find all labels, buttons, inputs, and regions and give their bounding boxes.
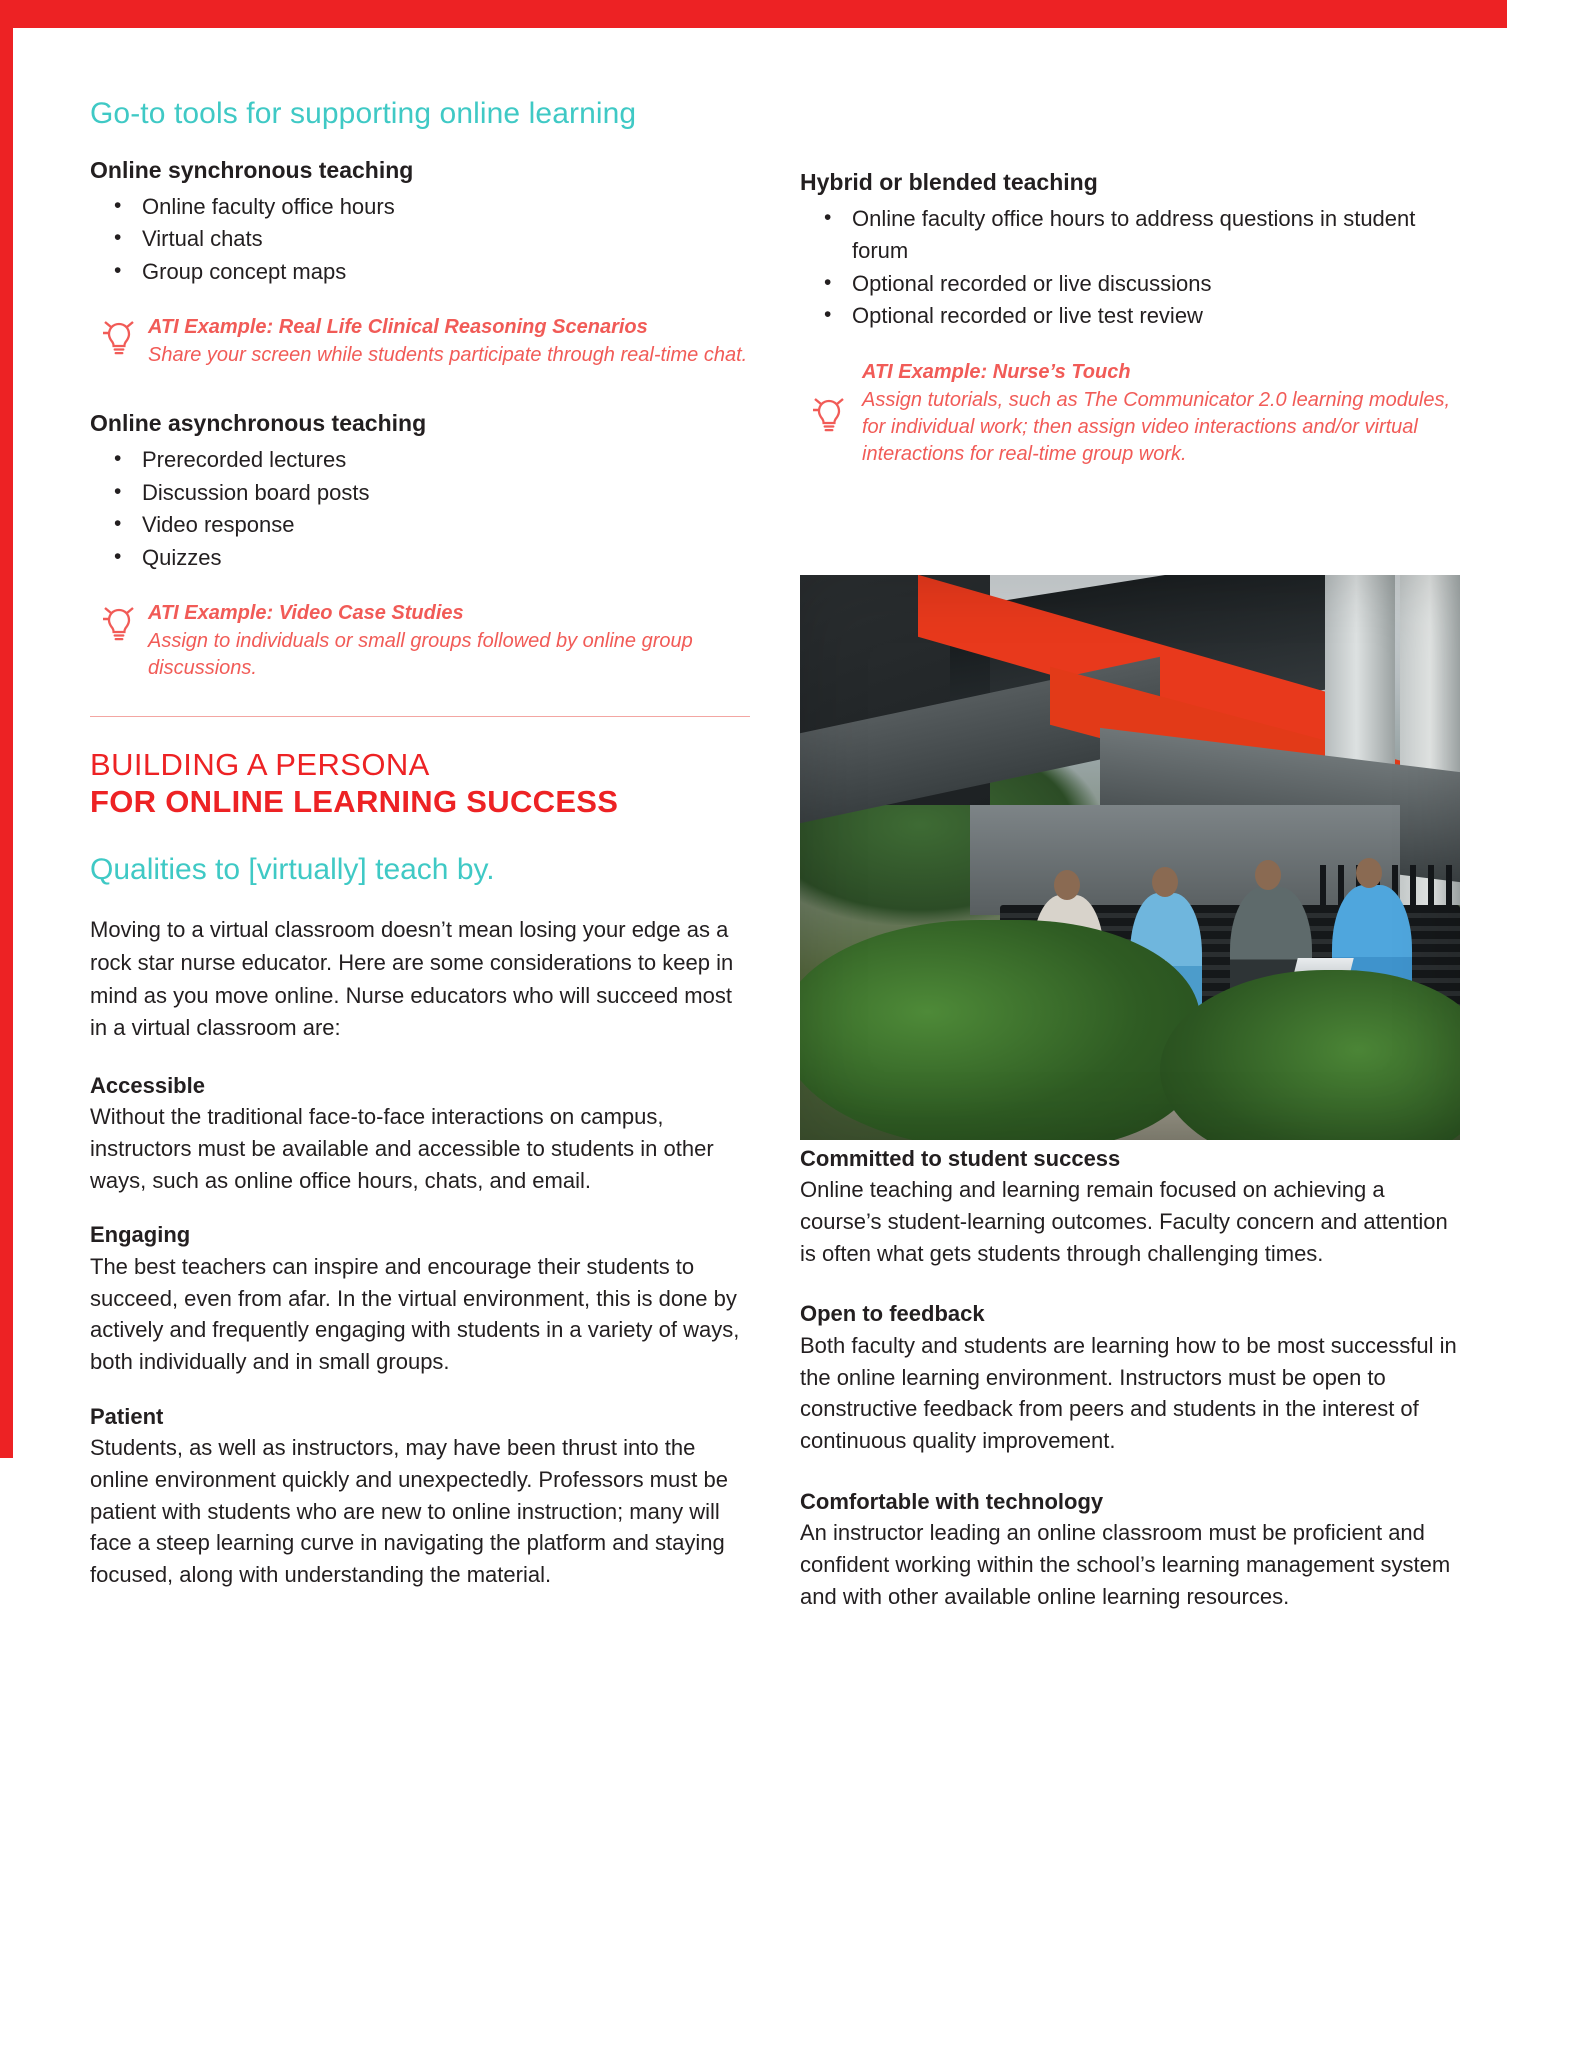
qualities-subheading: Qualities to [virtually] teach by. — [90, 853, 495, 887]
trait-heading: Engaging — [90, 1222, 191, 1248]
ati-example-title: ATI Example: Video Case Studies — [148, 602, 464, 625]
left-edge-accent — [0, 28, 13, 1458]
bullet-list — [90, 191, 750, 289]
list-item: • Quizzes — [142, 542, 750, 575]
trait-committed-to-student-success — [800, 1144, 1460, 1270]
list-item: • Online faculty office hours to address questions in student forum — [852, 203, 1460, 268]
trait-body: Without the traditional face-to-face interactions on campus, instructors must be available and accessible to students in other ways, such as online office hours, chats, and email. — [90, 1104, 714, 1193]
lightbulb-icon — [812, 393, 846, 435]
right-page-margin — [1513, 0, 1573, 2068]
ati-example-body: Share your screen while students participate through real-time chat. — [148, 344, 748, 367]
trait-body: An instructor leading an online classroom must be proficient and confident working within the school’s learning management system and with other available online learning resources. — [800, 1520, 1451, 1609]
trait-comfortable-with-technology — [800, 1487, 1460, 1613]
bullet-list — [800, 203, 1460, 333]
list-item: • Discussion board posts — [142, 477, 750, 510]
trait-body: Online teaching and learning remain focused on achieving a course’s student-learning outcomes. Faculty concern and attention is often what gets students through challenging times. — [800, 1177, 1448, 1266]
trait-accessible — [90, 1071, 750, 1197]
persona-heading-line-2: FOR ONLINE LEARNING SUCCESS — [90, 783, 619, 819]
trait-heading: Patient — [90, 1403, 164, 1429]
top-brand-bar — [0, 0, 1507, 28]
ati-example-callout — [90, 600, 750, 682]
section-online-asynchronous-teaching — [90, 409, 750, 682]
section-heading: Online synchronous teaching — [90, 157, 414, 183]
ati-example-callout — [800, 359, 1460, 468]
section-hybrid-blended-teaching — [800, 168, 1460, 468]
trait-body: The best teachers can inspire and encourage their students to succeed, even from afar. In the virtual environment, this is done by actively and frequently engaging with students in a variety of ways, both individually and in small groups. — [90, 1254, 740, 1375]
section-heading: Online asynchronous teaching — [90, 410, 427, 437]
page-title: Go-to tools for supporting online learning — [90, 97, 637, 130]
trait-heading: Comfortable with technology — [800, 1488, 1104, 1514]
photo-vignette — [800, 575, 1460, 1140]
list-item: • Group concept maps — [142, 256, 750, 289]
left-column — [90, 96, 750, 1615]
trait-patient — [90, 1402, 750, 1591]
persona-section — [90, 747, 750, 1590]
persona-intro-paragraph: Moving to a virtual classroom doesn’t mean losing your edge as a rock star nurse educator. Here are some considerations to keep in mind as you move online. Nurse educators who will succeed most in a virtual classroom are: — [90, 917, 734, 1041]
trait-body: Both faculty and students are learning how to be most successful in the online learning environment. Instructors must be open to constructive feedback from peers and students in the interest of continuous quality improvement. — [800, 1333, 1457, 1454]
ati-example-title: ATI Example: Real Life Clinical Reasoning Scenarios — [148, 316, 648, 339]
section-heading: Hybrid or blended teaching — [800, 169, 1098, 195]
list-item: • Optional recorded or live discussions — [852, 268, 1460, 301]
list-item: • Video response — [142, 509, 750, 542]
list-item: • Optional recorded or live test review — [852, 300, 1460, 333]
persona-heading-line-1: BUILDING A PERSONA — [90, 747, 430, 783]
students-photo — [800, 575, 1460, 1140]
trait-heading: Accessible — [90, 1072, 205, 1098]
section-online-synchronous-teaching — [90, 156, 750, 369]
list-item: • Virtual chats — [142, 223, 750, 256]
ati-example-body: Assign tutorials, such as The Communicator 2.0 learning modules, for individual work; then assign video interactions and/or virtual interactions for real-time group work. — [862, 388, 1451, 465]
bottom-page-margin — [0, 2010, 1573, 2068]
list-item: • Online faculty office hours — [142, 191, 750, 224]
list-item: • Prerecorded lectures — [142, 444, 750, 477]
trait-heading: Open to feedback — [800, 1301, 985, 1327]
trait-heading: Committed to student success — [800, 1145, 1121, 1171]
ati-example-title: ATI Example: Nurse’s Touch — [862, 360, 1131, 383]
section-divider — [90, 716, 750, 717]
ati-example-body: Assign to individuals or small groups followed by online group discussions. — [148, 630, 693, 680]
lightbulb-icon — [102, 602, 136, 644]
trait-open-to-feedback — [800, 1299, 1460, 1456]
trait-engaging — [90, 1220, 750, 1377]
lightbulb-icon — [102, 316, 136, 358]
ati-example-callout — [90, 314, 750, 369]
bullet-list — [90, 444, 750, 574]
trait-body: Students, as well as instructors, may have been thrust into the online environment quickly and unexpectedly. Professors must be patient with students who are new to online instruction; many will face a steep learning curve in navigating the platform and staying focused, along with understanding the material. — [90, 1435, 728, 1588]
